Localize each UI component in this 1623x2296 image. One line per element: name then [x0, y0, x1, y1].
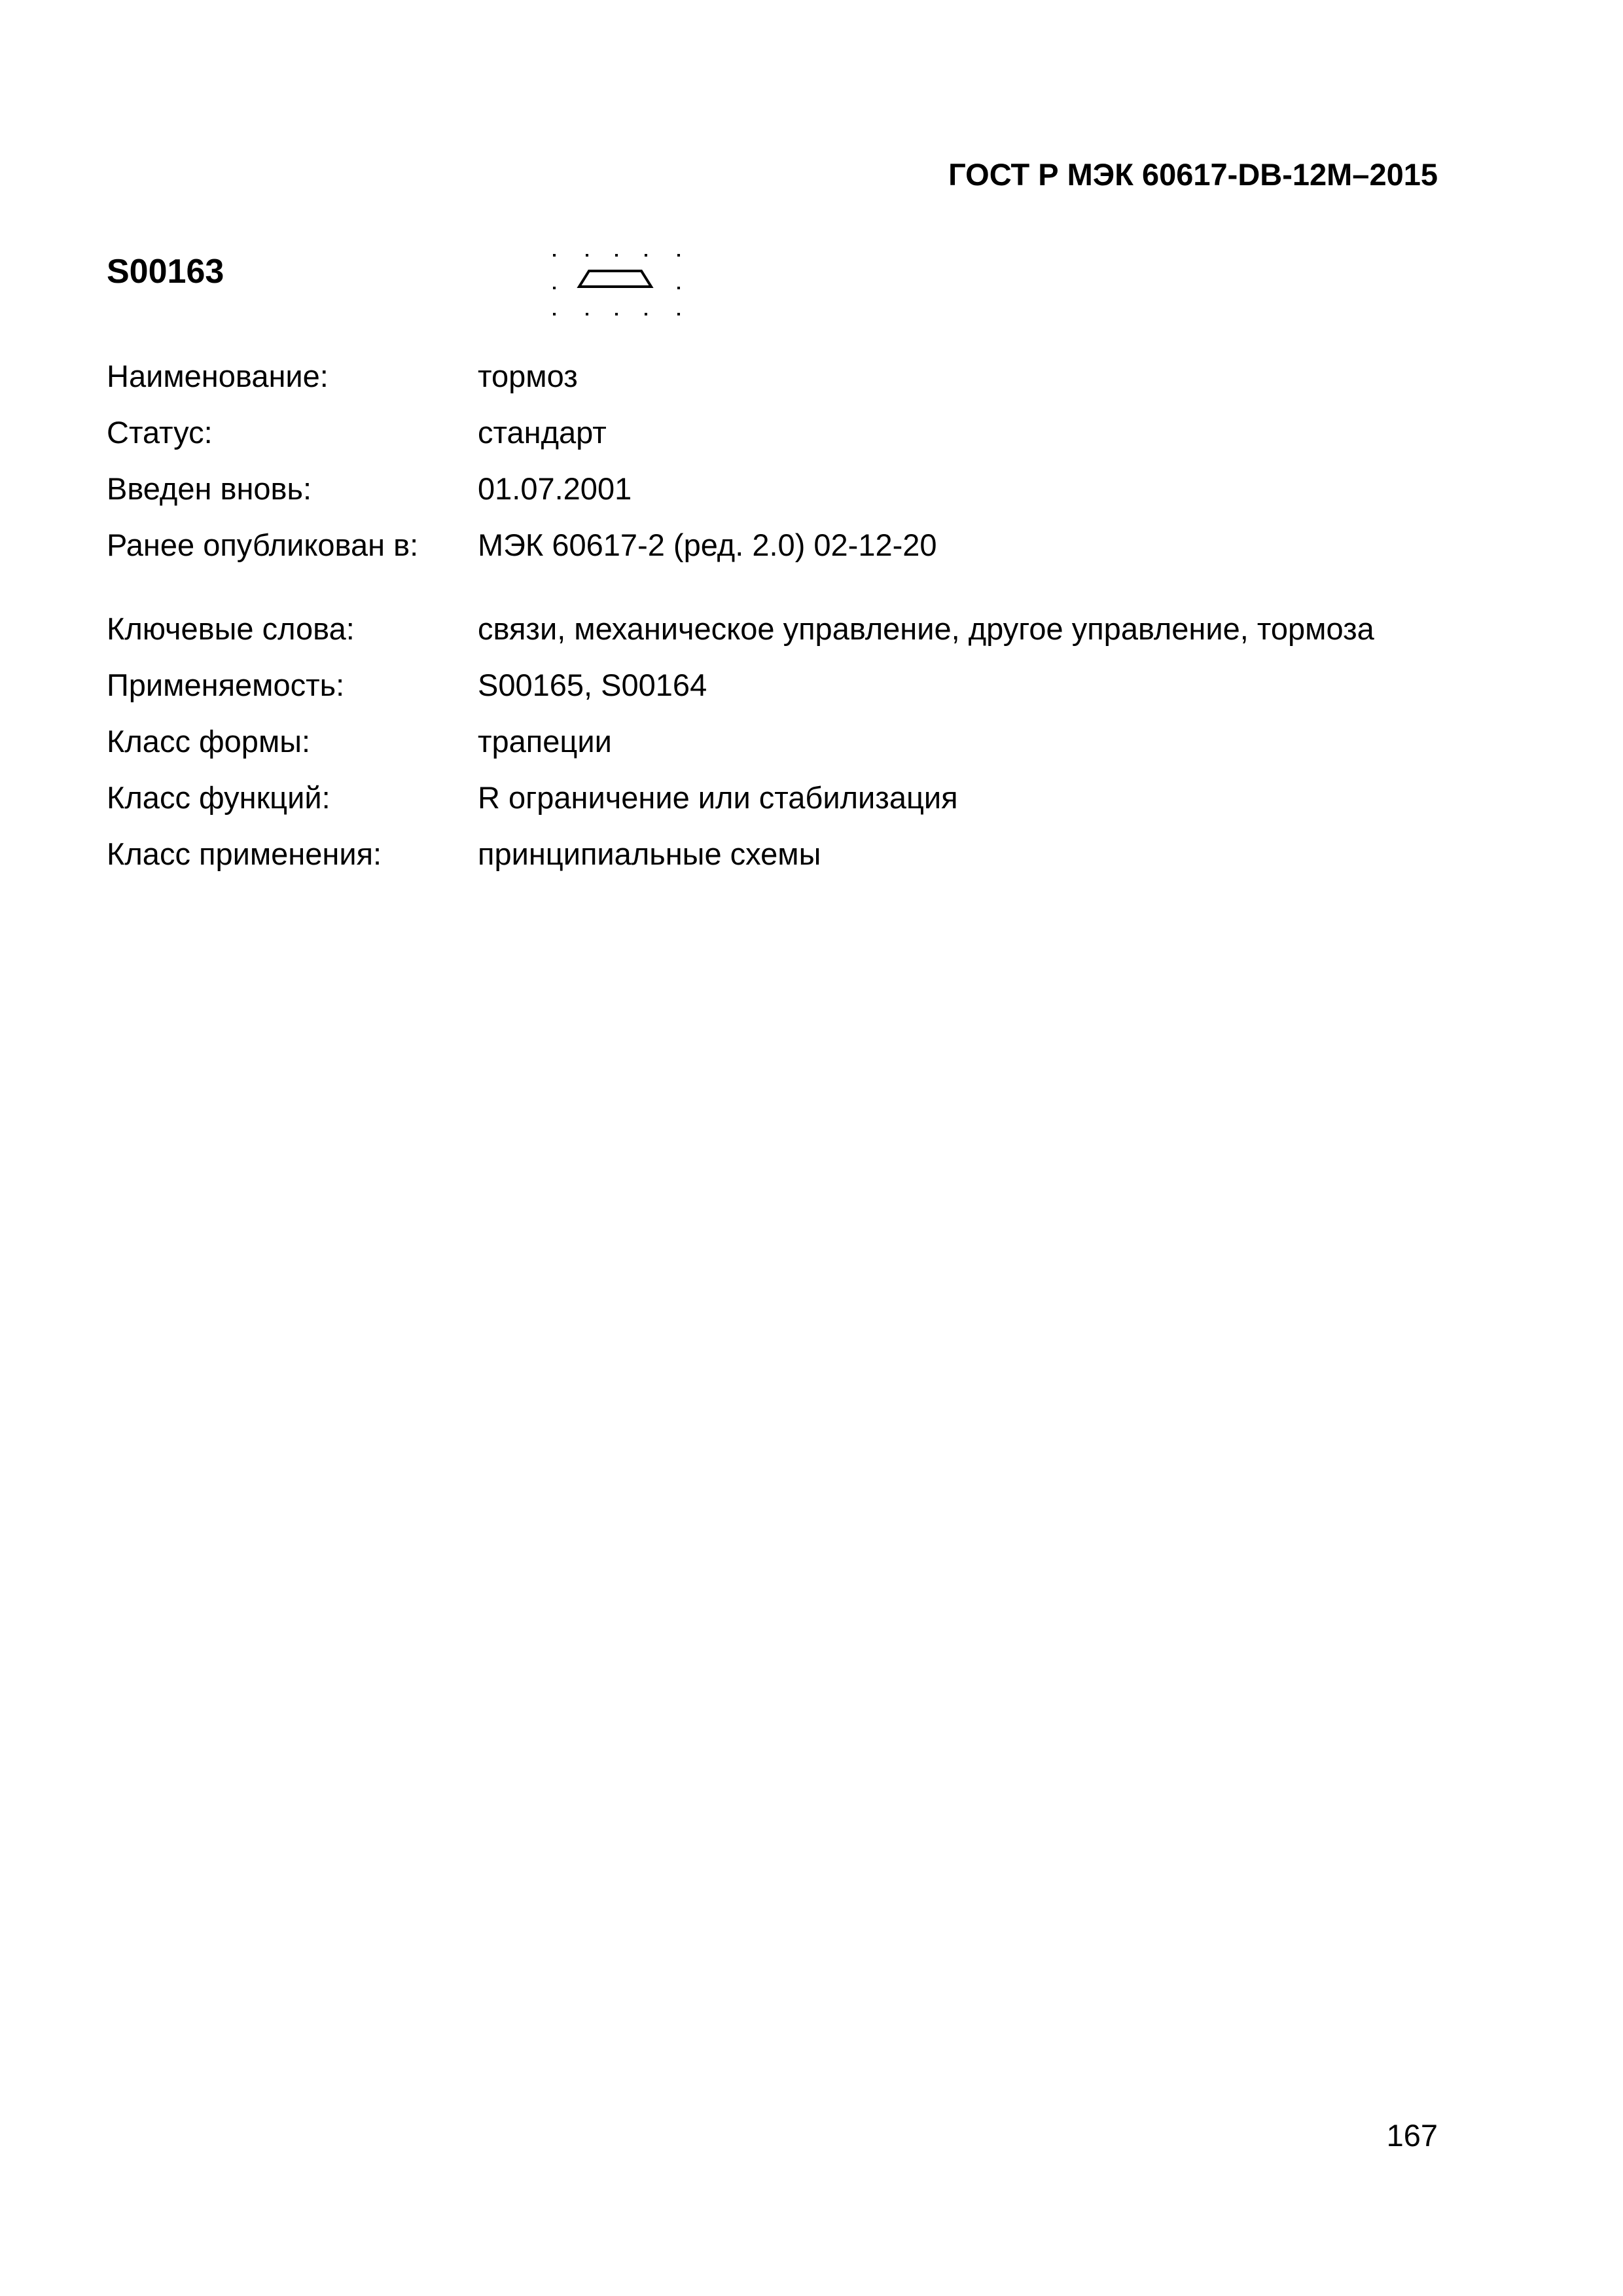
field-introduced [107, 461, 1416, 517]
field-value: связи, механическое управление, другое управление, тормоза [478, 611, 1374, 646]
field-keywords [107, 601, 1416, 657]
field-name [107, 348, 1416, 404]
field-status [107, 404, 1416, 461]
field-label: Статус: [107, 415, 213, 450]
brake-symbol-icon [543, 247, 687, 323]
symbol-attributes [107, 348, 1416, 882]
field-label: Применяемость: [107, 668, 345, 702]
field-value: тормоз [478, 359, 578, 393]
field-label: Введен вновь: [107, 471, 312, 506]
field-value: S00165, S00164 [478, 668, 707, 702]
field-label: Наименование: [107, 359, 329, 393]
field-function-class [107, 770, 1416, 826]
document-header: ГОСТ Р МЭК 60617-DB-12M–2015 [948, 157, 1438, 192]
field-label: Класс формы: [107, 724, 311, 759]
field-application-class [107, 826, 1416, 882]
field-value: МЭК 60617-2 (ред. 2.0) 02-12-20 [478, 528, 937, 562]
field-label: Класс применения: [107, 836, 382, 871]
field-applicability [107, 657, 1416, 713]
field-shape-class [107, 713, 1416, 770]
field-value: 01.07.2001 [478, 471, 632, 506]
page-number: 167 [1386, 2118, 1438, 2153]
field-value: принципиальные схемы [478, 836, 821, 871]
field-previously-published [107, 517, 1416, 573]
field-label: Класс функций: [107, 780, 330, 815]
field-label: Ранее опубликован в: [107, 528, 419, 562]
field-value: R ограничение или стабилизация [478, 780, 958, 815]
field-value: стандарт [478, 415, 607, 450]
field-label: Ключевые слова: [107, 611, 355, 646]
symbol-id: S00163 [107, 253, 224, 291]
field-value: трапеции [478, 724, 612, 759]
